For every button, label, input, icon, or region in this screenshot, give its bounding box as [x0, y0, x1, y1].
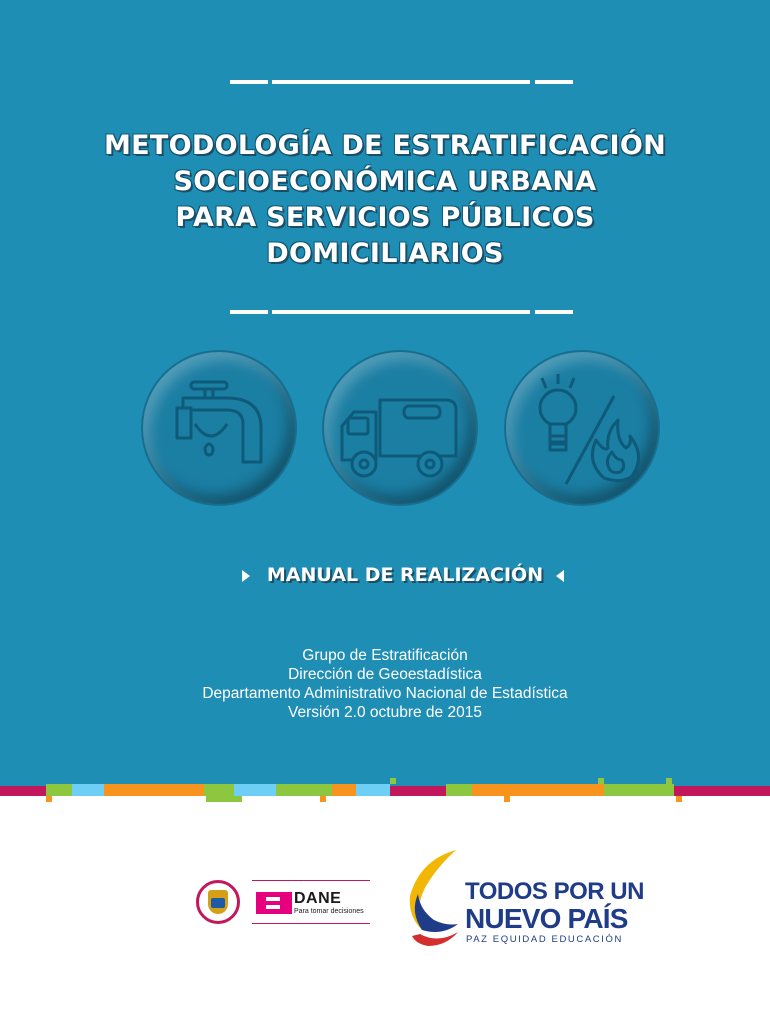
top-rule-middle	[272, 80, 530, 84]
dane-name: DANE	[294, 890, 342, 907]
dane-mark-icon	[256, 892, 292, 914]
stripe-segment	[390, 778, 396, 784]
stripe-segment	[356, 784, 390, 796]
bottom-rule-middle	[272, 310, 530, 314]
todos-por-un-nuevo-pais-flag-icon	[398, 846, 462, 950]
stripe-segment	[472, 784, 508, 796]
water-faucet-icon	[143, 352, 295, 504]
manual-heading	[0, 560, 770, 596]
title-line-4: DOMICILIARIOS	[266, 238, 504, 269]
government-slogan-line-3: PAZ EQUIDAD EDUCACIÓN	[466, 934, 623, 945]
stripe-segment	[276, 784, 332, 796]
garbage-truck-emblem	[324, 352, 476, 504]
coat-of-arms-icon	[208, 890, 228, 914]
stripe-segment	[446, 784, 472, 796]
stripe-segment	[46, 796, 52, 802]
dane-tagline: Para tomar decisiones	[294, 908, 364, 915]
stripe-segment	[0, 786, 46, 796]
title-line-1: METODOLOGÍA DE ESTRATIFICACIÓN	[104, 130, 666, 161]
stripe-segment	[234, 784, 276, 796]
stripe-segment	[332, 784, 356, 796]
title-line-2: SOCIOECONÓMICA URBANA	[173, 166, 597, 197]
bottom-rule-left	[230, 310, 268, 314]
garbage-truck-icon	[324, 352, 476, 504]
credit-line-1: Grupo de Estratificación	[302, 647, 468, 664]
government-slogan-line-2: NUEVO PAÍS	[465, 903, 628, 934]
colombia-coat-of-arms-logo	[196, 880, 240, 924]
top-rule-left	[230, 80, 268, 84]
dane-logo	[252, 880, 370, 924]
document-title	[60, 128, 710, 272]
stripe-segment	[46, 784, 72, 796]
lightbulb-gas-flame-icon	[506, 352, 658, 504]
government-slogan-line-1: TODOS POR UN	[465, 878, 644, 905]
credit-line-2: Dirección de Geoestadística	[288, 666, 482, 683]
lightbulb-gas-emblem	[506, 352, 658, 504]
stripe-segment	[504, 796, 510, 802]
top-rule-right	[535, 80, 573, 84]
stripe-segment	[598, 778, 604, 784]
footer-logos	[0, 830, 770, 970]
arrow-right-icon	[242, 570, 250, 582]
stripe-segment	[104, 784, 204, 796]
stripe-segment	[666, 778, 672, 784]
stripe-segment	[206, 796, 242, 802]
title-line-3: PARA SERVICIOS PÚBLICOS	[175, 202, 595, 233]
manual-label: MANUAL DE REALIZACIÓN	[266, 564, 544, 586]
stripe-segment	[72, 784, 104, 796]
stripe-segment	[676, 796, 682, 802]
water-faucet-emblem	[143, 352, 295, 504]
credit-line-3: Departamento Administrativo Nacional de Estadística	[202, 685, 568, 702]
stripe-segment	[604, 784, 674, 796]
arrow-left-icon	[556, 570, 564, 582]
bottom-rule-right	[535, 310, 573, 314]
credits-block	[0, 646, 770, 722]
stripe-segment	[320, 796, 326, 802]
credit-line-4: Versión 2.0 octubre de 2015	[288, 704, 482, 721]
stripe-segment	[508, 784, 604, 796]
stripe-segment	[204, 784, 234, 796]
